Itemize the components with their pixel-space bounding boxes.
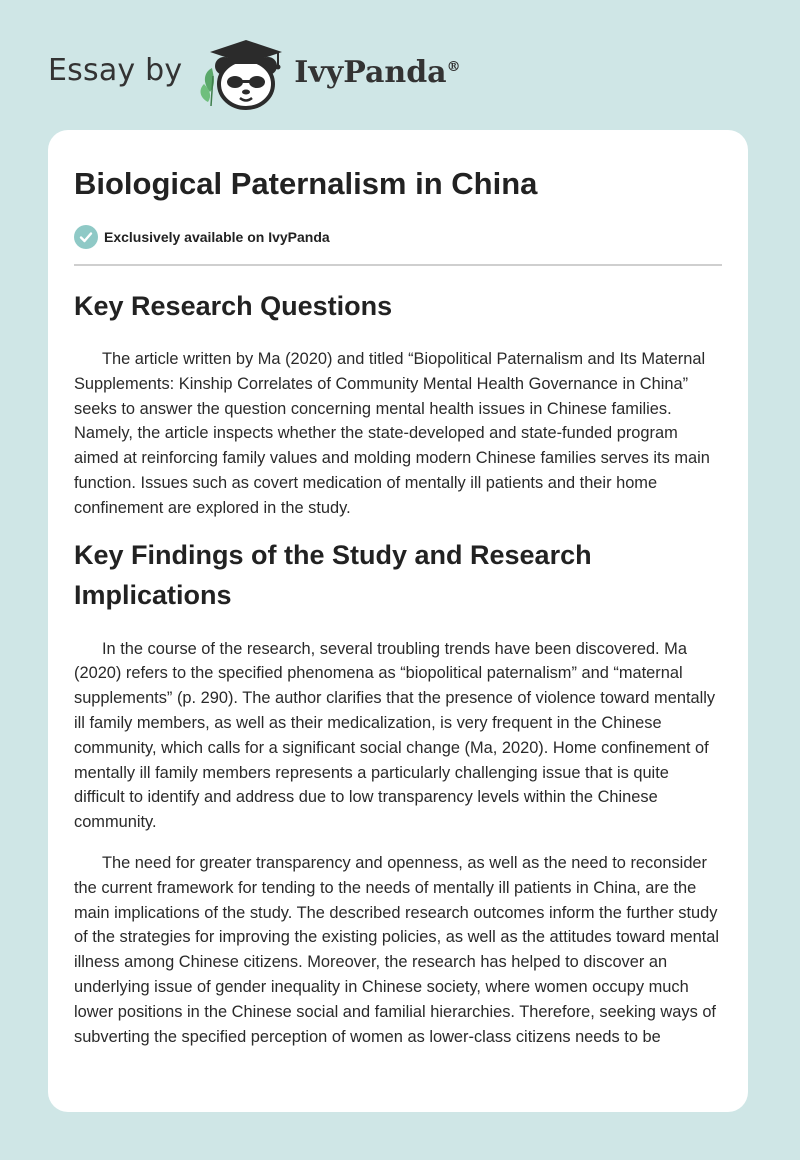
section-heading-findings: Key Findings of the Study and Research Implications <box>74 539 592 610</box>
registered-mark: ® <box>446 58 461 75</box>
article-card <box>48 130 748 1112</box>
exclusive-badge <box>74 224 722 250</box>
paragraph: In the course of the research, several troubling trends have been discovered. Ma (2020) refers to the specified phenomena as “biopolitical paternalism” and “maternal supplements” (p. 290). The author clarifies that the presence of violence toward mentally ill family members, as well as their medicalization, is very frequent in the Chinese community, which calls for a significant social change (Ma, 2020). Home confinement of mentally ill family members represents a particularly challenging issue that is quite difficult to identify and address due to low transparency levels within the Chinese community. <box>74 639 716 832</box>
section-heading-research-questions: Key Research Questions <box>74 291 393 321</box>
check-circle-icon <box>74 225 98 249</box>
exclusive-badge-text: Exclusively available on IvyPanda <box>104 229 330 245</box>
brand-name[interactable] <box>294 55 460 90</box>
paragraph: The need for greater transparency and openness, as well as the need to reconsider the current framework for tending to the needs of mentally ill patients in China, are the main implications of the study. The described research outcomes inform the further study of the strategies for improving the existing policies, as well as the attitudes toward mental illness among Chinese citizens. Moreover, the research has helped to discover an underlying issue of gender inequality in Chinese society, where women occupy much lower positions in the Chinese social and familial hierarchies. Therefore, seeking ways of subverting the specified perception of women as lower-class citizens needs to be <box>74 853 720 1046</box>
paragraph: The article written by Ma (2020) and titled “Biopolitical Paternalism and Its Maternal Supplements: Kinship Correlates of Community Mental Health Governance in China” seeks to answer the question concerning mental health issues in Chinese families. Namely, the article inspects whether the state-developed and state-funded program aimed at reinforcing family values and molding modern Chinese families serves its main function. Issues such as covert medication of mentally ill patients and their home confinement are explored in the study. <box>74 350 710 517</box>
site-header <box>48 28 461 118</box>
panda-logo-icon[interactable] <box>198 32 290 114</box>
brand-text: IvyPanda <box>294 54 447 90</box>
article-title: Biological Paternalism in China <box>74 166 538 201</box>
essay-by-label: Essay by <box>48 52 183 88</box>
title-divider <box>74 264 722 266</box>
